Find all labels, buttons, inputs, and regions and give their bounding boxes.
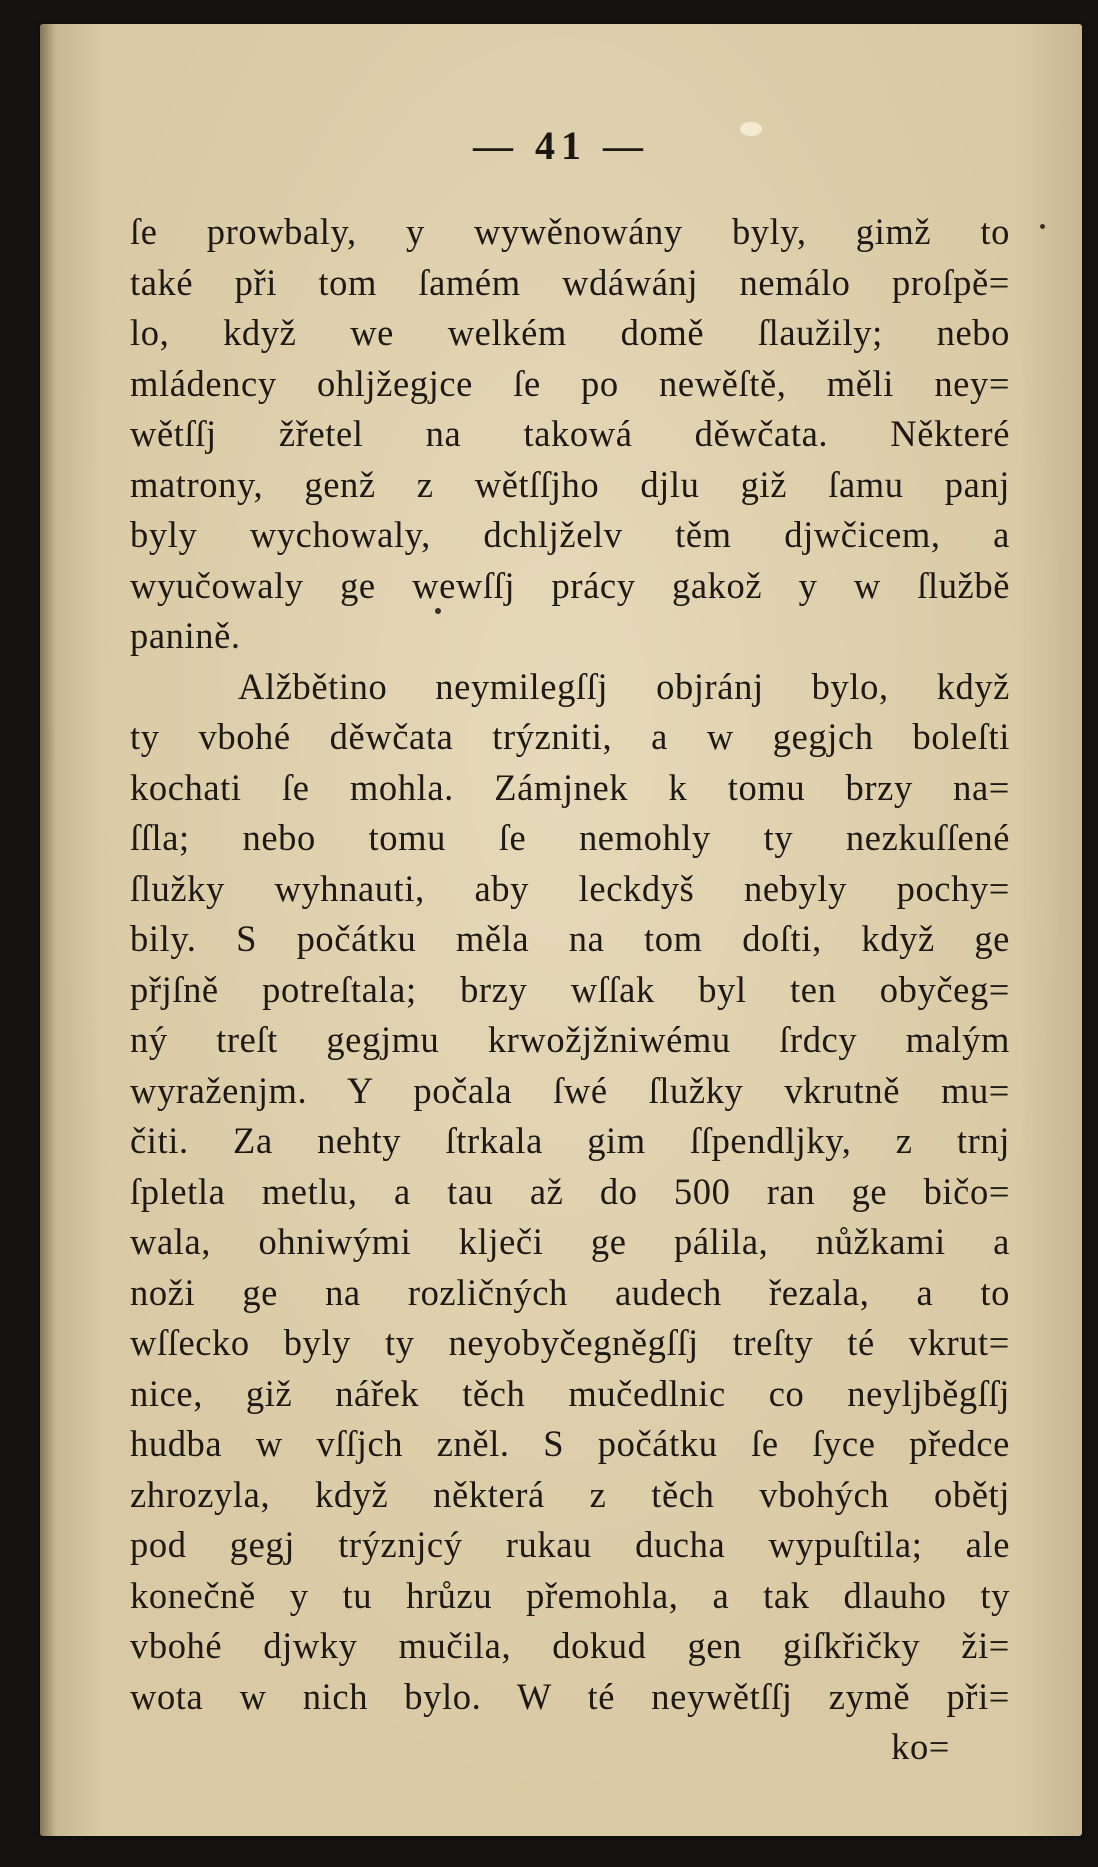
- text-line: zhrozyla, když některá z těch vbohých obětj: [130, 1473, 1010, 1515]
- text-line: wota w nich bylo. W té neywětſſj zymě při=: [130, 1675, 1010, 1717]
- text-line: ſe prowbaly, y wywěnowány byly, gimž to: [130, 211, 1010, 252]
- text-line: panině.: [130, 615, 241, 656]
- text-line: wyraženjm. Y počala ſwé ſlužky vkrutně mu=: [130, 1069, 1010, 1111]
- text-line: pod gegj trýznjcý rukau ducha wypuſtila; ale: [130, 1524, 1010, 1565]
- text-line: lo, když we welkém domě ſlaužily; nebo: [130, 312, 1010, 353]
- text-line: ſlužky wyhnauti, aby leckdyš nebyly pochy=: [130, 867, 1010, 909]
- text-line: Alžbětino neymilegſſj objránj bylo, když: [238, 665, 1010, 707]
- text-line: wyučowaly ge wewſſj prácy gakož y w ſlužbě: [130, 564, 1010, 606]
- text-line: wſſecko byly ty neyobyčegněgſſj treſty té vkrut=: [130, 1322, 1010, 1363]
- catchword: ko=: [891, 1726, 950, 1767]
- text-line: vbohé djwky mučila, dokud gen giſkřičky ži=: [130, 1625, 1010, 1666]
- text-line: čiti. Za nehty ſtrkala gim ſſpendljky, z trnj: [130, 1120, 1010, 1161]
- page-number-header: — 41 —: [473, 123, 649, 168]
- body-text: [130, 207, 1010, 1773]
- text-line: ný treſt gegjmu krwožjžniwému ſrdcy malým: [130, 1019, 1010, 1060]
- text-line: hudba w vſſjch zněl. S počátku ſe ſyce předce: [130, 1423, 1010, 1464]
- text-line: ty vbohé děwčata trýzniti, a w gegjch boleſti: [130, 716, 1010, 757]
- text-line: noži ge na rozličných audech řezala, a to: [130, 1271, 1010, 1313]
- paper-speck: [435, 608, 441, 614]
- paper-speck: [1040, 224, 1045, 229]
- text-line: konečně y tu hrůzu přemohla, a tak dlauho ty: [130, 1574, 1010, 1616]
- text-line: také při tom ſamém wdáwánj nemálo proſpě=: [130, 261, 1010, 303]
- text-line: mládency ohljžegjce ſe po newěſtě, měli ney=: [130, 362, 1010, 404]
- paper-speck: [740, 122, 762, 136]
- text-line: přjſně potreſtala; brzy wſſak byl ten obyčeg=: [130, 968, 1010, 1010]
- text-line: bily. S počátku měla na tom doſti, když ge: [130, 918, 1010, 959]
- text-line: wětſſj žřetel na takowá děwčata. Některé: [130, 413, 1010, 454]
- text-line: wala, ohniwými klječi ge pálila, nůžkami a: [130, 1221, 1010, 1262]
- page-gutter-shadow: [40, 24, 56, 1836]
- text-line: ſpletla metlu, a tau až do 500 ran ge bičo=: [130, 1170, 1010, 1212]
- text-line: ſſla; nebo tomu ſe nemohly ty nezkuſſené: [130, 817, 1010, 858]
- text-line: kochati ſe mohla. Zámjnek k tomu brzy na=: [130, 766, 1010, 808]
- text-line: matrony, genž z wětſſjho djlu giž ſamu panj: [130, 463, 1010, 505]
- text-line: byly wychowaly, dchljželv těm djwčicem, a: [130, 514, 1010, 555]
- book-page: [40, 24, 1082, 1836]
- text-line: nice, giž nářek těch mučedlnic co neyljběgſſj: [130, 1372, 1010, 1414]
